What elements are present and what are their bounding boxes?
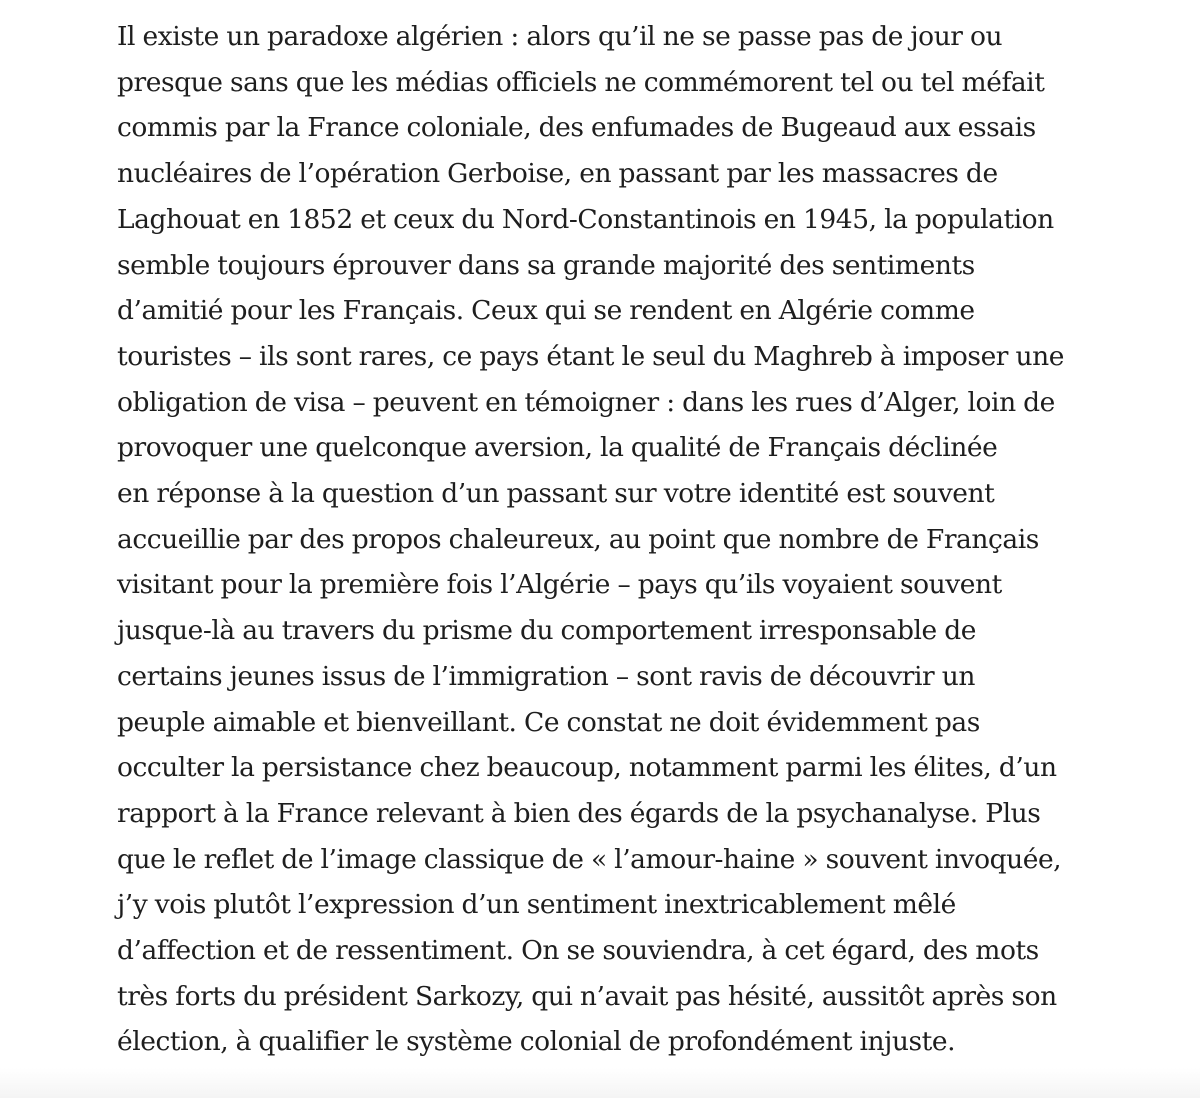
article-paragraph [117,14,1102,1065]
paragraph-line: j’y vois plutôt l’expression d’un sentiment inextricablement mêlé [117,889,956,921]
paragraph-line: très forts du président Sarkozy, qui n’avait pas hésité, aussitôt après son [117,980,1057,1012]
paragraph-line: presque sans que les médias officiels ne commémorent tel ou tel méfait [117,66,1045,98]
paragraph-line: obligation de visa – peuvent en témoigner : dans les rues d’Alger, loin de [117,386,1055,418]
paragraph-line: occulter la persistance chez beaucoup, notamment parmi les élites, d’un [117,752,1057,784]
paragraph-line: nucléaires de l’opération Gerboise, en passant par les massacres de [117,158,998,190]
paragraph-line: Laghouat en 1852 et ceux du Nord-Constantinois en 1945, la population [117,203,1054,235]
paragraph-line: rapport à la France relevant à bien des égards de la psychanalyse. Plus [117,797,1041,829]
paragraph-line: élection, à qualifier le système colonial de profondément injuste. [117,1026,956,1058]
paragraph-line: Il existe un paradoxe algérien : alors qu’il ne se passe pas de jour ou [117,21,1003,52]
paragraph-line: peuple aimable et bienveillant. Ce constat ne doit évidemment pas [117,706,980,738]
paragraph-line: semble toujours éprouver dans sa grande majorité des sentiments [117,249,975,281]
paragraph-line: que le reflet de l’image classique de « l’amour-haine » souvent invoquée, [117,843,1062,875]
paragraph-line: d’affection et de ressentiment. On se souviendra, à cet égard, des mots [117,935,1039,967]
paragraph-line: visitant pour la première fois l’Algérie – pays qu’ils voyaient souvent [117,569,1002,601]
paragraph-line: d’amitié pour les Français. Ceux qui se rendent en Algérie comme [117,295,975,327]
bottom-fade [0,1068,1200,1098]
paragraph-line: en réponse à la question d’un passant sur votre identité est souvent [117,478,995,510]
paragraph-line: touristes – ils sont rares, ce pays étant le seul du Maghreb à imposer une [117,340,1064,372]
paragraph-line: accueillie par des propos chaleureux, au point que nombre de Français [117,523,1039,555]
paragraph-line: certains jeunes issus de l’immigration – sont ravis de découvrir un [117,660,975,692]
paragraph-line: jusque-là au travers du prisme du comportement irresponsable de [117,615,976,647]
paragraph-line: commis par la France coloniale, des enfumades de Bugeaud aux essais [117,112,1036,144]
paragraph-line: provoquer une quelconque aversion, la qualité de Français déclinée [117,432,998,464]
